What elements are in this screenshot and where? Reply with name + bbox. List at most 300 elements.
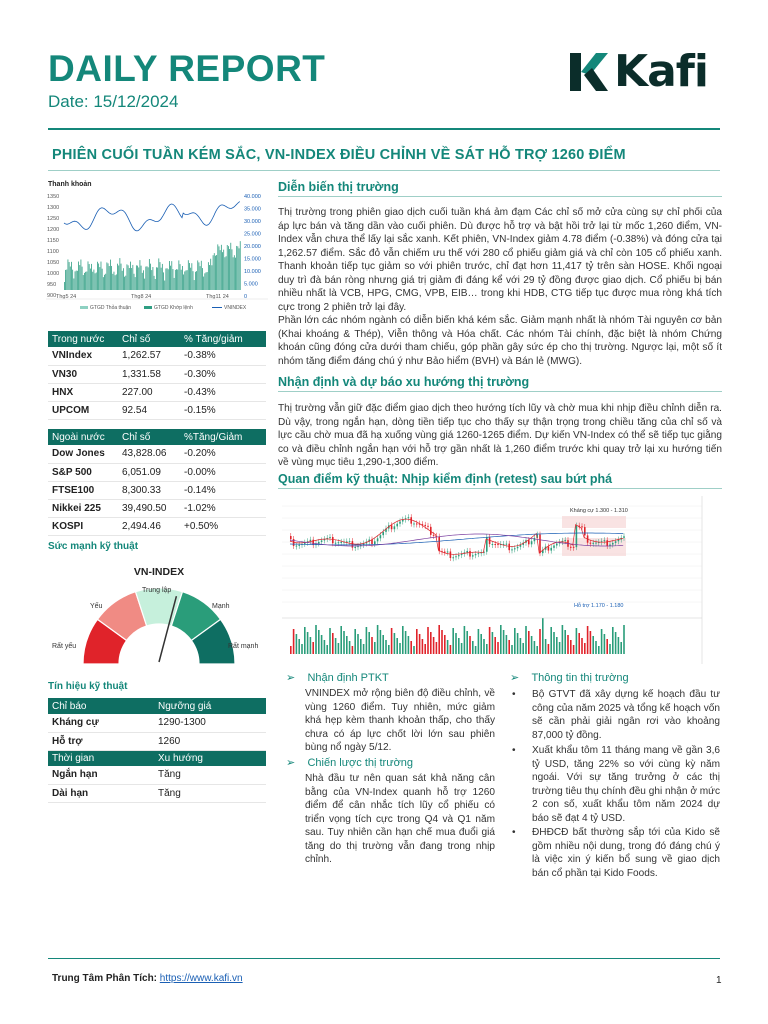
index-change: +0.50% bbox=[180, 517, 266, 535]
volume-bar bbox=[399, 643, 401, 654]
candle bbox=[469, 551, 471, 557]
liquidity-bar bbox=[167, 268, 168, 290]
left-tick-label: 1300 bbox=[47, 205, 60, 211]
volume-bar bbox=[405, 631, 407, 654]
liquidity-bar bbox=[240, 241, 241, 290]
gauge-level-label: Trung lập bbox=[142, 587, 172, 594]
left-tick-label: 900 bbox=[47, 293, 57, 299]
liquidity-bar bbox=[174, 278, 175, 290]
candle bbox=[612, 543, 614, 545]
liquidity-bar bbox=[71, 262, 72, 290]
liquidity-bar bbox=[142, 273, 143, 290]
liquidity-bar bbox=[154, 276, 155, 290]
volume-bar bbox=[430, 632, 432, 654]
candle bbox=[427, 526, 429, 527]
index-change: -0.20% bbox=[180, 445, 266, 463]
volume-bar bbox=[338, 643, 340, 654]
candle bbox=[494, 544, 496, 545]
liquidity-bar bbox=[229, 249, 230, 290]
volume-bar bbox=[623, 625, 625, 654]
liquidity-bar bbox=[226, 256, 227, 290]
volume-bar bbox=[413, 646, 415, 654]
candle bbox=[531, 541, 533, 544]
candle bbox=[352, 541, 354, 548]
volume-bar bbox=[615, 632, 617, 654]
info-bullet-dot: • bbox=[512, 745, 516, 756]
candle bbox=[478, 553, 480, 554]
index-change: -0.30% bbox=[180, 365, 266, 383]
liquidity-bar bbox=[155, 279, 156, 290]
liquidity-bar bbox=[82, 267, 83, 290]
index-name: Nikkei 225 bbox=[48, 499, 118, 517]
volume-bar bbox=[293, 629, 295, 654]
left-tick-label: 1200 bbox=[47, 227, 60, 233]
liquidity-bar bbox=[173, 269, 174, 290]
liquidity-bar bbox=[65, 270, 66, 290]
volume-bar bbox=[584, 643, 586, 654]
volume-bar bbox=[433, 637, 435, 654]
domestic-header-change: % Tăng/giảm bbox=[180, 331, 266, 347]
volume-bar bbox=[528, 631, 530, 654]
candle bbox=[511, 549, 513, 550]
table-row bbox=[48, 499, 266, 517]
volume-bar bbox=[469, 636, 471, 654]
volume-bar bbox=[298, 639, 300, 654]
volume-bar bbox=[402, 626, 404, 654]
candle bbox=[590, 543, 592, 544]
index-name: UPCOM bbox=[48, 401, 118, 419]
candle bbox=[374, 541, 376, 544]
volume-bar bbox=[438, 625, 440, 654]
trend-value: Tăng bbox=[154, 766, 266, 784]
technical-chart bbox=[282, 496, 730, 664]
liquidity-bar bbox=[186, 270, 187, 290]
volume-bar bbox=[371, 637, 373, 654]
right-tick-label: 10.000 bbox=[244, 269, 261, 275]
liquidity-bar bbox=[85, 272, 86, 290]
signals-header-b: Ngưỡng giá bbox=[154, 698, 266, 714]
liquidity-bar bbox=[83, 275, 84, 290]
liquidity-bar bbox=[223, 250, 224, 290]
volume-bar bbox=[573, 645, 575, 654]
volume-bar bbox=[534, 641, 536, 654]
candle bbox=[584, 527, 586, 535]
volume-bar bbox=[525, 626, 527, 654]
index-name: HNX bbox=[48, 383, 118, 401]
volume-bar bbox=[382, 635, 384, 654]
candle bbox=[329, 537, 331, 538]
legend-vnindex: VNINDEX bbox=[224, 305, 247, 311]
candle bbox=[354, 547, 356, 548]
volume-bar bbox=[542, 618, 544, 654]
liquidity-bar bbox=[151, 270, 152, 290]
volume-bar bbox=[352, 646, 354, 654]
volume-bar bbox=[514, 628, 516, 654]
price-levels-table bbox=[48, 698, 266, 803]
liquidity-bar bbox=[66, 270, 67, 290]
kafi-logo bbox=[568, 46, 708, 97]
liquidity-bar bbox=[132, 265, 133, 290]
candle bbox=[472, 555, 474, 556]
volume-bar bbox=[508, 640, 510, 654]
volume-bar bbox=[424, 644, 426, 654]
index-value: 1,262.57 bbox=[118, 347, 180, 365]
liquidity-bar bbox=[234, 255, 235, 290]
liquidity-bar bbox=[193, 271, 194, 290]
liquidity-bar bbox=[213, 255, 214, 290]
x-tick-label: Thg5 24 bbox=[56, 294, 77, 300]
volume-bar bbox=[366, 627, 368, 654]
candle bbox=[576, 526, 578, 547]
liquidity-bar bbox=[164, 281, 165, 290]
candle bbox=[592, 543, 594, 544]
vnindex-line bbox=[64, 202, 240, 231]
candle bbox=[517, 547, 519, 548]
volume-bar bbox=[595, 641, 597, 654]
liquidity-bar bbox=[169, 261, 170, 290]
liquidity-bar bbox=[180, 264, 181, 290]
candle bbox=[452, 557, 454, 558]
gauge-title: VN-INDEX bbox=[133, 566, 185, 578]
candle bbox=[298, 545, 300, 546]
volume-bar bbox=[556, 637, 558, 654]
candle bbox=[492, 544, 494, 545]
candle bbox=[623, 536, 625, 538]
candle bbox=[556, 544, 558, 546]
liquidity-bar bbox=[232, 249, 233, 290]
volume-bar bbox=[377, 625, 379, 654]
candle bbox=[553, 545, 555, 547]
index-change: -0.00% bbox=[180, 463, 266, 481]
volume-bar bbox=[567, 635, 569, 654]
table-row bbox=[48, 401, 266, 419]
liquidity-bar bbox=[79, 265, 80, 290]
info-item: Xuất khẩu tôm 11 tháng mang về gần 3,6 tỷ USD, tăng 22% so với cùng kỳ năm ngoái. Với sự tăng trưởng ở các thị trường tiêu thụ chính đều ghi nhận ở mức 2 con số, xuất khẩu tôm năm 2024 dự báo sẽ đạt 4 tỷ USD. bbox=[532, 745, 720, 824]
liquidity-bar bbox=[68, 259, 69, 290]
liquidity-bar bbox=[228, 246, 229, 290]
left-tick-label: 1050 bbox=[47, 260, 60, 266]
index-value: 92.54 bbox=[118, 401, 180, 419]
right-tick-label: 5.000 bbox=[244, 281, 258, 288]
resistance-label: Kháng cự 1.300 - 1.310 bbox=[570, 508, 628, 514]
support-label: Hỗ trợ 1.170 - 1.180 bbox=[574, 603, 624, 609]
strength-label: Sức mạnh kỹ thuật bbox=[48, 541, 139, 552]
volume-bar bbox=[455, 633, 457, 654]
index-name: S&P 500 bbox=[48, 463, 118, 481]
liquidity-bar bbox=[129, 268, 130, 290]
volume-bar bbox=[354, 629, 356, 654]
liquidity-bar bbox=[90, 269, 91, 290]
volume-bar bbox=[380, 630, 382, 654]
candle bbox=[539, 535, 541, 554]
index-change: -1.02% bbox=[180, 499, 266, 517]
volume-bar bbox=[304, 627, 306, 654]
volume-bar bbox=[391, 628, 393, 654]
signal-value: 1260 bbox=[154, 732, 266, 750]
volume-bar bbox=[601, 629, 603, 654]
liquidity-bar bbox=[207, 272, 208, 290]
index-change: -0.38% bbox=[180, 347, 266, 365]
report-date: Date: 15/12/2024 bbox=[48, 92, 179, 111]
market-info-title: ➢ Thông tin thị trường bbox=[510, 672, 629, 684]
index-value: 43,828.06 bbox=[118, 445, 180, 463]
liquidity-bar bbox=[101, 262, 102, 290]
liquidity-bar bbox=[195, 272, 196, 290]
volume-bar bbox=[447, 640, 449, 654]
volume-bar bbox=[363, 644, 365, 654]
volume-bar bbox=[612, 627, 614, 654]
liquidity-bar bbox=[148, 267, 149, 290]
candle bbox=[438, 537, 440, 552]
volume-bar bbox=[324, 640, 326, 654]
volume-bar bbox=[531, 636, 533, 654]
candle bbox=[573, 547, 575, 548]
volume-bar bbox=[343, 631, 345, 654]
volume-bar bbox=[480, 634, 482, 654]
volume-bar bbox=[408, 636, 410, 654]
candle bbox=[332, 537, 334, 543]
volume-bar bbox=[548, 644, 550, 654]
liquidity-bar bbox=[204, 273, 205, 290]
index-name: FTSE100 bbox=[48, 481, 118, 499]
candle bbox=[424, 525, 426, 526]
index-change: -0.15% bbox=[180, 401, 266, 419]
liquidity-bar bbox=[70, 267, 71, 290]
technical-rule bbox=[278, 488, 722, 489]
liquidity-bar bbox=[168, 269, 169, 290]
left-tick-label: 1150 bbox=[47, 238, 59, 244]
liquidity-bar bbox=[127, 264, 128, 290]
volume-bar bbox=[570, 640, 572, 654]
volume-bar bbox=[539, 629, 541, 654]
liquidity-bar bbox=[210, 259, 211, 290]
volume-bar bbox=[326, 645, 328, 654]
index-value: 39,490.50 bbox=[118, 499, 180, 517]
liquidity-bar bbox=[147, 266, 148, 290]
liquidity-bar bbox=[135, 277, 136, 290]
liquidity-bar bbox=[239, 248, 240, 290]
liquidity-bar bbox=[219, 246, 220, 290]
candle bbox=[340, 542, 342, 543]
volume-bar bbox=[620, 642, 622, 654]
liquidity-bar bbox=[156, 267, 157, 290]
liquidity-bar bbox=[182, 266, 183, 290]
index-value: 2,494.46 bbox=[118, 517, 180, 535]
liquidity-bar bbox=[216, 255, 217, 290]
liquidity-bar bbox=[109, 266, 110, 290]
liquidity-bar bbox=[115, 275, 116, 290]
volume-bar bbox=[489, 627, 491, 654]
kafi-k-icon bbox=[568, 51, 608, 93]
liquidity-bar bbox=[175, 270, 176, 290]
liquidity-bar bbox=[128, 265, 129, 290]
volume-bar bbox=[452, 628, 454, 654]
volume-bar bbox=[450, 645, 452, 654]
info-bullet-dot: • bbox=[512, 827, 516, 838]
candle bbox=[514, 548, 516, 549]
liquidity-chart bbox=[46, 178, 268, 318]
index-name: VNIndex bbox=[48, 347, 118, 365]
volume-bar bbox=[396, 638, 398, 654]
volume-bar bbox=[290, 646, 292, 654]
liquidity-bar bbox=[236, 246, 237, 290]
liquidity-bar bbox=[131, 268, 132, 290]
candle bbox=[466, 551, 468, 552]
forecast-paragraph: Thị trường vẫn giữ đặc điểm giao dịch theo hướng tích lũy và chờ mua khi nhịp điều chỉnh diễn ra. Dù vậy, trong ngắn hạn, dòng tiền tiếp tục cho thấy sự thận trọng trong chiều tăng của chỉ số và lực cầu chờ mua đã hạ xuống vùng giá 1260-1265 điểm. Dự kiến VN-Index có thể sẽ tiếp tục giằng co và điều chỉnh ngắn hạn với hỗ trợ gần nhất là 1,260 điểm trước khi quay trở lại xu hướng tiến về vùng mục tiêu 1,290-1,300 điểm. bbox=[278, 403, 722, 468]
right-tick-label: 30.000 bbox=[244, 219, 261, 225]
volume-bar bbox=[436, 642, 438, 654]
candle bbox=[349, 541, 351, 542]
logo-text: Kafi bbox=[614, 46, 709, 97]
volume-bar bbox=[545, 639, 547, 654]
volume-bar bbox=[522, 643, 524, 654]
footer-link[interactable]: https://www.kafi.vn bbox=[159, 973, 243, 984]
liquidity-bar bbox=[149, 259, 150, 290]
index-change: -0.14% bbox=[180, 481, 266, 499]
right-tick-label: 25.000 bbox=[244, 231, 261, 238]
forecast-heading: Nhận định và dự báo xu hướng thị trường bbox=[278, 375, 530, 389]
index-value: 8,300.33 bbox=[118, 481, 180, 499]
candle bbox=[310, 540, 312, 542]
candle bbox=[377, 538, 379, 541]
liquidity-bar bbox=[158, 258, 159, 290]
liquidity-bar bbox=[227, 245, 228, 290]
volume-bar bbox=[315, 625, 317, 654]
index-name: KOSPI bbox=[48, 517, 118, 535]
candle bbox=[528, 540, 530, 544]
right-tick-label: 20.000 bbox=[244, 244, 261, 250]
trend-name: Ngắn hạn bbox=[48, 766, 154, 784]
liquidity-bar bbox=[199, 262, 200, 290]
signal-name: Hỗ trợ bbox=[48, 732, 154, 750]
candle bbox=[450, 551, 452, 558]
left-tick-label: 1000 bbox=[47, 271, 60, 277]
liquidity-bar bbox=[197, 260, 198, 290]
candle bbox=[335, 543, 337, 544]
liquidity-bar bbox=[137, 266, 138, 290]
foreign-header-change: %Tăng/Giảm bbox=[180, 429, 266, 445]
liquidity-bar bbox=[237, 246, 238, 290]
gauge-level-label: Mạnh bbox=[212, 603, 230, 610]
volume-bar bbox=[346, 636, 348, 654]
volume-bar bbox=[536, 646, 538, 654]
signals-label: Tín hiệu kỹ thuật bbox=[48, 681, 128, 692]
analysis-bullet-text: VNINDEX mở rộng biên độ điều chỉnh, về vùng 1260 điểm. Tuy nhiên, mức giảm khá hẹp kèm thanh khoản thấp, cho thấy chưa có áp lực chốt lời lớn sau phiên bùng nổ ngày 5/12. bbox=[305, 688, 495, 753]
candle bbox=[447, 551, 449, 552]
volume-bar bbox=[500, 625, 502, 654]
volume-bar bbox=[458, 638, 460, 654]
liquidity-bar bbox=[181, 270, 182, 290]
liquidity-bar bbox=[189, 263, 190, 290]
trend-value: Tăng bbox=[154, 784, 266, 802]
volume-bar bbox=[441, 630, 443, 654]
liquidity-bar bbox=[84, 273, 85, 290]
page-number: 1 bbox=[716, 975, 722, 986]
right-tick-label: 0 bbox=[244, 294, 248, 300]
liquidity-bar bbox=[170, 266, 171, 290]
volume-bar bbox=[335, 638, 337, 654]
volume-bar bbox=[388, 645, 390, 654]
analysis-bullet-title: ➢ Nhận định PTKT bbox=[286, 672, 389, 684]
liquidity-bar bbox=[217, 244, 218, 290]
liquidity-bar bbox=[138, 267, 139, 290]
volume-bar bbox=[419, 634, 421, 654]
volume-bar bbox=[475, 646, 477, 654]
liquidity-bar bbox=[235, 258, 236, 290]
liquidity-bar bbox=[177, 270, 178, 290]
liquidity-bar bbox=[150, 264, 151, 290]
liquidity-bar bbox=[201, 261, 202, 290]
candle bbox=[497, 544, 499, 545]
candle bbox=[410, 517, 412, 523]
liquidity-bar bbox=[108, 263, 109, 290]
table-row bbox=[48, 517, 266, 535]
liquidity-bar bbox=[176, 269, 177, 290]
legend-thoa-thuan: GTGD Thỏa thuận bbox=[90, 305, 132, 311]
liquidity-bar bbox=[190, 268, 191, 290]
info-item: Bộ GTVT đã xây dựng kế hoạch đầu tư công của năm 2025 và tổng kế hoạch vốn sẽ cần phải giải ngân rơi vào khoảng 87,000 tỷ đồng. bbox=[532, 689, 720, 741]
market-paragraph-2: Phần lớn các nhóm ngành có diễn biến khá kém sắc. Giảm mạnh nhất là nhóm Tài nguyên cơ bản (Khai khoáng & Thép), Viễn thông và Hóa chất. Các nhóm Tài chính, đặc biệt là nhóm Chứng khoán cũng đóng cửa dưới tham chiếu, góp phần gây sức ép cho thị trường. Ngược lại, một số ít nhóm tăng điểm đáng chú ý như Bảo hiểm (BVH) và Bán lẻ (MWG). bbox=[278, 315, 722, 367]
strength-gauge bbox=[46, 560, 272, 672]
index-value: 6,051.09 bbox=[118, 463, 180, 481]
volume-bar bbox=[466, 631, 468, 654]
liquidity-bar bbox=[145, 267, 146, 290]
market-rule bbox=[278, 196, 722, 197]
liquidity-bar bbox=[94, 270, 95, 290]
volume-bar bbox=[368, 632, 370, 654]
candle bbox=[338, 542, 340, 543]
liquidity-bar bbox=[125, 276, 126, 290]
liquidity-bar bbox=[77, 271, 78, 290]
signal-name: Kháng cự bbox=[48, 714, 154, 732]
legend-khop-lenh: GTGD Khớp lệnh bbox=[154, 305, 193, 311]
volume-bar bbox=[609, 644, 611, 654]
liquidity-bar bbox=[97, 262, 98, 290]
liquidity-bar bbox=[89, 264, 90, 290]
liquidity-bar bbox=[130, 262, 131, 290]
volume-bar bbox=[349, 641, 351, 654]
candle bbox=[382, 532, 384, 535]
liquidity-bar bbox=[110, 260, 111, 290]
candle bbox=[318, 542, 320, 544]
left-tick-label: 1350 bbox=[47, 194, 60, 200]
candle bbox=[534, 538, 536, 541]
candle bbox=[595, 543, 597, 544]
liquidity-bar bbox=[124, 277, 125, 290]
volume-bar bbox=[520, 638, 522, 654]
table-row bbox=[48, 463, 266, 481]
table-row bbox=[48, 714, 266, 732]
volume-bar bbox=[517, 633, 519, 654]
headline-rule bbox=[48, 170, 720, 171]
liquidity-bar bbox=[134, 274, 135, 290]
candle bbox=[508, 544, 510, 550]
candle bbox=[396, 524, 398, 527]
table-row bbox=[48, 784, 266, 802]
candle bbox=[570, 547, 572, 548]
liquidity-bar bbox=[161, 268, 162, 290]
volume-bar bbox=[497, 642, 499, 654]
volume-bar bbox=[578, 633, 580, 654]
volume-bar bbox=[606, 639, 608, 654]
candle bbox=[564, 540, 566, 541]
volume-bar bbox=[332, 633, 334, 654]
liquidity-bar bbox=[95, 273, 96, 290]
liquidity-bar bbox=[212, 265, 213, 290]
volume-bar bbox=[357, 634, 359, 654]
volume-bar bbox=[427, 627, 429, 654]
candle bbox=[475, 554, 477, 555]
